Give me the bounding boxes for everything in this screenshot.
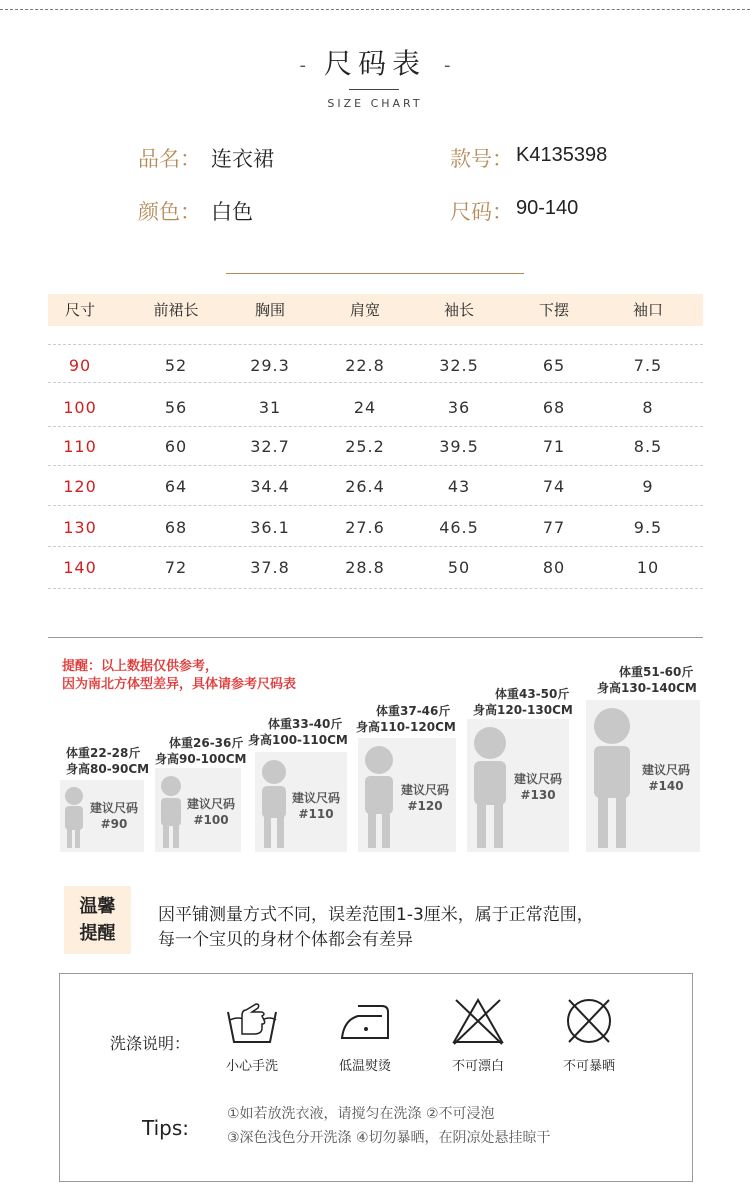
kid-card-text: [632, 762, 700, 794]
card-label: 建议尺码: [641, 763, 690, 777]
kid-1-card: [60, 780, 144, 852]
title-text: 尺码表: [323, 47, 426, 80]
cell-size: 130: [63, 518, 97, 537]
kid-2-card: [155, 768, 241, 852]
cell-front-length: 60: [164, 437, 188, 456]
card-size: #90: [100, 817, 128, 831]
warm-tip-label-1: 温馨: [79, 896, 116, 917]
cell-cuff: 10: [636, 558, 660, 577]
no-tumble-dry-icon: [563, 996, 615, 1046]
title-dash-left: -: [299, 54, 306, 76]
table-row: [48, 512, 703, 544]
cell-shoulder: 28.8: [345, 558, 385, 577]
cell-cuff: 9: [642, 477, 654, 496]
col-header-front-length: 前裙长: [153, 301, 199, 319]
table-row: [48, 552, 703, 584]
no-bleach-caption: 不可漂白: [451, 1059, 504, 1074]
kid-height: 身高110-120CM: [356, 720, 456, 734]
cell-chest: 29.3: [250, 356, 290, 375]
cell-hem: 80: [542, 558, 566, 577]
cell-shoulder: 24: [353, 398, 377, 417]
title-underline: [349, 89, 399, 90]
table-row-divider: [48, 588, 703, 589]
page-subtitle: SIZE CHART: [327, 97, 423, 110]
kid-3-label: [248, 716, 348, 748]
hand-wash-icon: [226, 1000, 278, 1044]
warm-tip-text-1: 因平铺测量方式不同，误差范围1-3厘米，属于正常范围，: [158, 905, 594, 925]
cell-hem: 68: [542, 398, 566, 417]
col-header-hem: 下摆: [538, 301, 569, 319]
cell-cuff: 9.5: [633, 518, 663, 537]
tips-label: Tips:: [142, 1116, 190, 1140]
cell-sleeve: 32.5: [439, 356, 479, 375]
child-silhouette-icon: [586, 700, 638, 852]
kid-6-card: [586, 700, 700, 852]
kid-weight: 体重33-40斤: [268, 717, 343, 731]
card-size: #100: [193, 813, 229, 827]
cell-chest: 32.7: [250, 437, 290, 456]
kid-card-text: [394, 782, 456, 814]
table-row-divider: [48, 344, 703, 345]
kid-weight: 体重37-46斤: [376, 704, 451, 718]
col-header-sleeve: 袖长: [443, 301, 474, 319]
cell-size: 120: [63, 477, 97, 496]
table-row-divider: [48, 426, 703, 427]
cell-front-length: 52: [164, 356, 188, 375]
warm-tip-text-2: 每一个宝贝的身材个体都会有差异: [158, 930, 413, 950]
page-title: [0, 42, 750, 82]
hand-wash-caption: 小心手洗: [225, 1059, 278, 1074]
cell-size: 110: [63, 437, 97, 456]
style-number-label: 款号：: [450, 147, 513, 171]
cell-cuff: 7.5: [633, 356, 663, 375]
product-name-value: 连衣裙: [211, 148, 274, 171]
table-row-divider: [48, 505, 703, 506]
cell-sleeve: 36: [447, 398, 471, 417]
kid-height: 身高80-90CM: [66, 762, 150, 776]
color-label: 颜色：: [138, 200, 201, 224]
col-header-cuff: 袖口: [632, 301, 663, 319]
table-row: [48, 350, 703, 382]
cell-size: 90: [68, 356, 92, 375]
cell-sleeve: 39.5: [439, 437, 479, 456]
cell-sleeve: 46.5: [439, 518, 479, 537]
card-size: #130: [520, 788, 556, 802]
cell-hem: 65: [542, 356, 566, 375]
cell-size: 100: [63, 398, 97, 417]
cell-chest: 31: [258, 398, 282, 417]
card-size: #140: [648, 779, 684, 793]
kid-weight: 体重22-28斤: [66, 746, 141, 760]
cell-sleeve: 43: [447, 477, 471, 496]
no-bleach-icon: [452, 998, 504, 1046]
cell-front-length: 64: [164, 477, 188, 496]
style-number-value: K4135398: [516, 144, 608, 166]
kid-5-label: [473, 686, 573, 718]
cell-front-length: 72: [164, 558, 188, 577]
kid-6-label: [597, 664, 697, 696]
cell-hem: 77: [542, 518, 566, 537]
cell-chest: 36.1: [250, 518, 290, 537]
card-label: 建议尺码: [89, 801, 138, 815]
card-label: 建议尺码: [291, 791, 340, 805]
info-divider: [226, 273, 524, 274]
kid-card-text: [181, 796, 241, 828]
low-iron-caption: 低温熨烫: [338, 1059, 391, 1074]
cell-shoulder: 26.4: [345, 477, 385, 496]
cell-front-length: 68: [164, 518, 188, 537]
table-row-divider: [48, 382, 703, 383]
title-dash-right: -: [444, 54, 451, 76]
kid-height: 身高100-110CM: [248, 733, 348, 747]
warm-tip-badge: [64, 886, 131, 954]
product-name-label: 品名：: [138, 147, 201, 171]
reminder-line-1: 提醒：以上数据仅供参考，: [62, 659, 219, 674]
card-size: #120: [407, 799, 443, 813]
tips-line-1: ①如若放洗衣液，请搅匀在洗涤 ②不可浸泡: [227, 1106, 495, 1122]
table-row: [48, 471, 703, 503]
kid-2-label: [155, 735, 246, 767]
cell-shoulder: 27.6: [345, 518, 385, 537]
size-range-value: 90-140: [516, 197, 579, 219]
card-label: 建议尺码: [400, 783, 449, 797]
kid-weight: 体重51-60斤: [619, 665, 694, 679]
washing-title: 洗涤说明：: [110, 1034, 191, 1053]
kid-height: 身高90-100CM: [155, 752, 247, 766]
size-range-label: 尺码：: [450, 200, 513, 224]
cell-cuff: 8: [642, 398, 654, 417]
card-label: 建议尺码: [513, 772, 562, 786]
cell-chest: 34.4: [250, 477, 290, 496]
card-label: 建议尺码: [186, 797, 235, 811]
table-row: [48, 392, 703, 424]
kid-card-text: [285, 790, 347, 822]
card-size: #110: [298, 807, 334, 821]
cell-shoulder: 25.2: [345, 437, 385, 456]
tips-line-2: ③深色浅色分开洗涤 ④切勿暴晒，在阴凉处悬挂晾干: [227, 1130, 551, 1146]
cell-cuff: 8.5: [633, 437, 663, 456]
kid-5-card: [467, 719, 569, 852]
kid-4-card: [358, 738, 456, 852]
kid-card-text: [84, 800, 144, 832]
col-header-chest: 胸围: [254, 301, 285, 319]
table-row: [48, 431, 703, 463]
top-dashed-divider: [0, 9, 750, 10]
reminder-line-2: 因为南北方体型差异，具体请参考尺码表: [62, 677, 297, 692]
cell-chest: 37.8: [250, 558, 290, 577]
cell-size: 140: [63, 558, 97, 577]
kid-1-label: [66, 745, 149, 777]
table-row-divider: [48, 465, 703, 466]
kid-card-text: [507, 771, 569, 803]
kid-weight: 体重43-50斤: [495, 687, 570, 701]
col-header-shoulder: 肩宽: [349, 301, 380, 319]
size-table-header: [48, 294, 703, 326]
cell-front-length: 56: [164, 398, 188, 417]
warm-tip-label-2: 提醒: [79, 923, 116, 944]
section-divider: [48, 637, 703, 638]
kid-height: 身高130-140CM: [597, 681, 697, 695]
kid-4-label: [356, 703, 456, 735]
table-row-divider: [48, 546, 703, 547]
low-iron-icon: [338, 1002, 394, 1042]
kid-height: 身高120-130CM: [473, 703, 573, 717]
col-header-size: 尺寸: [64, 301, 95, 319]
kid-weight: 体重26-36斤: [169, 736, 244, 750]
cell-hem: 74: [542, 477, 566, 496]
cell-sleeve: 50: [447, 558, 471, 577]
cell-shoulder: 22.8: [345, 356, 385, 375]
no-sun-caption: 不可暴晒: [562, 1059, 615, 1074]
kid-3-card: [255, 752, 347, 852]
color-value: 白色: [211, 201, 253, 224]
cell-hem: 71: [542, 437, 566, 456]
